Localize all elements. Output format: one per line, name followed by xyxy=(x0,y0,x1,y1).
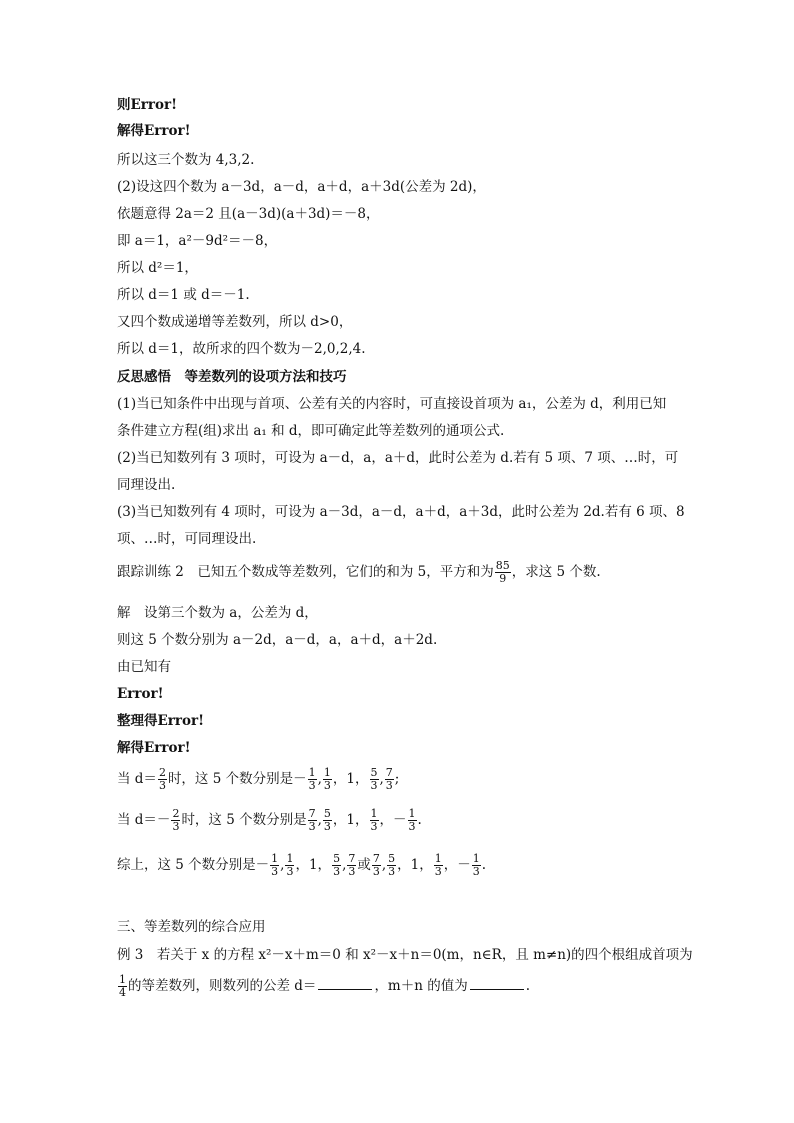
fraction xyxy=(372,853,381,878)
answer-blank-mn[interactable] xyxy=(470,975,524,990)
numerator: 1 xyxy=(370,807,378,820)
numerator: 1 xyxy=(286,852,294,865)
denominator: 3 xyxy=(370,779,378,792)
line-then-error: 则Error! xyxy=(117,97,178,113)
fraction xyxy=(323,767,332,792)
summary-line: 综上，这 5 个数分别是－ $\frac{1}{3}$ , $\frac{1}{3}$ ，1， $\frac{5}{3}$ , $\frac{7}{3}$ 或 $\frac{7}{3}$ , $\frac{5}{3}$ ，1， $\frac{1}{3}$ ，－ $\frac{1}{3}$ . xyxy=(117,852,487,878)
numerator: 1 xyxy=(472,852,480,865)
text: ，－ xyxy=(443,857,471,873)
denominator: 3 xyxy=(372,865,380,878)
numerator: 5 xyxy=(323,807,331,820)
numerator: 2 xyxy=(172,807,180,820)
line-condition: 依题意得 2a＝2 且(a－3d)(a＋3d)＝－8， xyxy=(117,206,380,222)
text: ，1， xyxy=(397,857,433,873)
numerator: 5 xyxy=(370,766,378,779)
tip-1a: (1)当已知条件中出现与首项、公差有关的内容时，可直接设首项为 a₁，公差为 d，利用已知 xyxy=(117,396,667,412)
solution-error: Error! xyxy=(117,686,164,702)
numerator: 7 xyxy=(385,766,393,779)
denominator: 3 xyxy=(308,779,316,792)
fraction xyxy=(370,808,379,833)
denominator: 3 xyxy=(385,779,393,792)
denominator: 3 xyxy=(333,865,341,878)
fraction xyxy=(332,853,341,878)
denominator: 3 xyxy=(308,820,316,833)
line-three-numbers: 所以这三个数为 4,3,2. xyxy=(117,152,255,168)
denominator: 3 xyxy=(323,820,331,833)
fraction xyxy=(308,767,317,792)
denominator: 3 xyxy=(408,820,416,833)
numerator: 1 xyxy=(308,766,316,779)
numerator: 1 xyxy=(408,807,416,820)
text: 时，这 5 个数分别是－ xyxy=(167,771,307,787)
text: 或 xyxy=(357,857,371,873)
solution-five-terms: 则这 5 个数分别为 a－2d，a－d，a，a＋d，a＋2d. xyxy=(117,632,438,648)
solution-given: 由已知有 xyxy=(117,659,171,675)
line-a-equals: 即 a＝1，a²－9d²＝－8， xyxy=(117,233,278,249)
line-four-numbers: (2)设这四个数为 a－3d，a－d，a＋d，a＋3d(公差为 2d)， xyxy=(117,179,486,195)
fraction xyxy=(387,853,396,878)
solution-solve xyxy=(117,739,191,757)
fraction xyxy=(308,808,317,833)
text: ，1， xyxy=(332,812,369,828)
denominator: 3 xyxy=(348,865,356,878)
text: 解得Error! xyxy=(117,123,191,139)
fraction xyxy=(347,853,356,878)
text: 的等差数列，则数列的公差 d＝ xyxy=(128,978,317,994)
tip-2a: (2)当已知数列有 3 项时，可设为 a－d，a，a＋d，此时公差为 d.若有 5 项、7 项、…时，可 xyxy=(117,450,679,466)
denominator: 4 xyxy=(119,986,126,999)
line-increasing: 又四个数成递增等差数列，所以 d>0， xyxy=(117,314,353,330)
reflection-heading: 反思感悟 等差数列的设项方法和技巧 xyxy=(117,369,347,385)
numerator: 2 xyxy=(158,766,166,779)
line-solve-error xyxy=(117,122,191,140)
fraction xyxy=(323,808,332,833)
solution-arrange xyxy=(117,712,204,730)
text: ，求这 5 个数. xyxy=(511,564,601,580)
fraction xyxy=(385,767,394,792)
section-3-heading: 三、等差数列的综合应用 xyxy=(117,919,266,935)
text: ，1， xyxy=(332,771,369,787)
text: 时，这 5 个数分别是 xyxy=(181,812,307,828)
numerator: 7 xyxy=(308,807,316,820)
text: 当 d＝－ xyxy=(117,812,171,828)
numerator: 1 xyxy=(434,852,442,865)
line-result: 所以 d＝1，故所求的四个数为－2,0,2,4. xyxy=(117,341,366,357)
text: 整理得Error! xyxy=(117,713,205,729)
numerator: 7 xyxy=(372,852,380,865)
denominator: 3 xyxy=(172,820,180,833)
fraction xyxy=(370,767,379,792)
example-3-cont xyxy=(117,974,530,999)
fraction xyxy=(495,560,511,585)
denominator: 3 xyxy=(472,865,480,878)
text: . xyxy=(525,978,531,994)
tip-3a: (3)当已知数列有 4 项时，可设为 a－3d，a－d，a＋d，a＋3d，此时公差为 2d.若有 6 项、8 xyxy=(117,504,685,520)
fraction xyxy=(472,853,481,878)
numerator: 7 xyxy=(348,852,356,865)
text: ，1， xyxy=(295,857,332,873)
numerator: 1 xyxy=(271,852,279,865)
numerator: 1 xyxy=(323,766,331,779)
denominator: 3 xyxy=(370,820,378,833)
denominator: 9 xyxy=(499,572,507,585)
solution-start: 解 设第三个数为 a，公差为 d， xyxy=(117,605,318,621)
exercise-2 xyxy=(117,560,601,585)
fraction xyxy=(118,974,127,999)
fraction xyxy=(171,808,180,833)
answer-blank-d[interactable] xyxy=(318,975,372,990)
tip-2b: 同理设出. xyxy=(117,477,176,493)
fraction xyxy=(434,853,443,878)
case-positive-d: 当 d＝ $\frac{2}{3}$ 时，这 5 个数分别是－ $\frac{1}{3}$ , $\frac{1}{3}$ ，1， $\frac{5}{3}$ , $\frac{7}{3}$ ; xyxy=(117,766,400,792)
denominator: 3 xyxy=(271,865,279,878)
numerator: 5 xyxy=(388,852,396,865)
text: 当 d＝ xyxy=(117,771,157,787)
denominator: 3 xyxy=(158,779,166,792)
text: ，－ xyxy=(379,812,407,828)
denominator: 3 xyxy=(323,779,331,792)
denominator: 3 xyxy=(286,865,294,878)
tip-1b: 条件建立方程(组)求出 a₁ 和 d，即可确定此等差数列的通项公式. xyxy=(117,423,505,439)
text: 综上，这 5 个数分别是－ xyxy=(117,857,270,873)
numerator: 5 xyxy=(333,852,341,865)
example-3: 例 3 若关于 x 的方程 x²－x＋m＝0 和 x²－x＋n＝0(m，n∈R，且 m≠n)的四个根组成首项为 xyxy=(117,947,693,963)
denominator: 3 xyxy=(434,865,442,878)
text: ，m＋n 的值为 xyxy=(374,978,468,994)
numerator: 1 xyxy=(119,973,126,986)
fraction xyxy=(158,767,167,792)
fraction xyxy=(270,853,279,878)
fraction xyxy=(285,853,294,878)
case-negative-d: 当 d＝－ $\frac{2}{3}$ 时，这 5 个数分别是 $\frac{7}{3}$ , $\frac{5}{3}$ ，1， $\frac{1}{3}$ ，－ $\frac{1}{3}$ . xyxy=(117,807,422,833)
fraction xyxy=(408,808,417,833)
line-d-squared: 所以 d²＝1， xyxy=(117,260,198,276)
text: 跟踪训练 2 已知五个数成等差数列，它们的和为 5，平方和为 xyxy=(117,564,494,580)
denominator: 3 xyxy=(388,865,396,878)
tip-3b: 项、…时，可同理设出. xyxy=(117,531,257,547)
text: 解得Error! xyxy=(117,740,191,756)
numerator: 85 xyxy=(495,559,510,572)
line-d-values: 所以 d＝1 或 d＝－1. xyxy=(117,287,250,303)
